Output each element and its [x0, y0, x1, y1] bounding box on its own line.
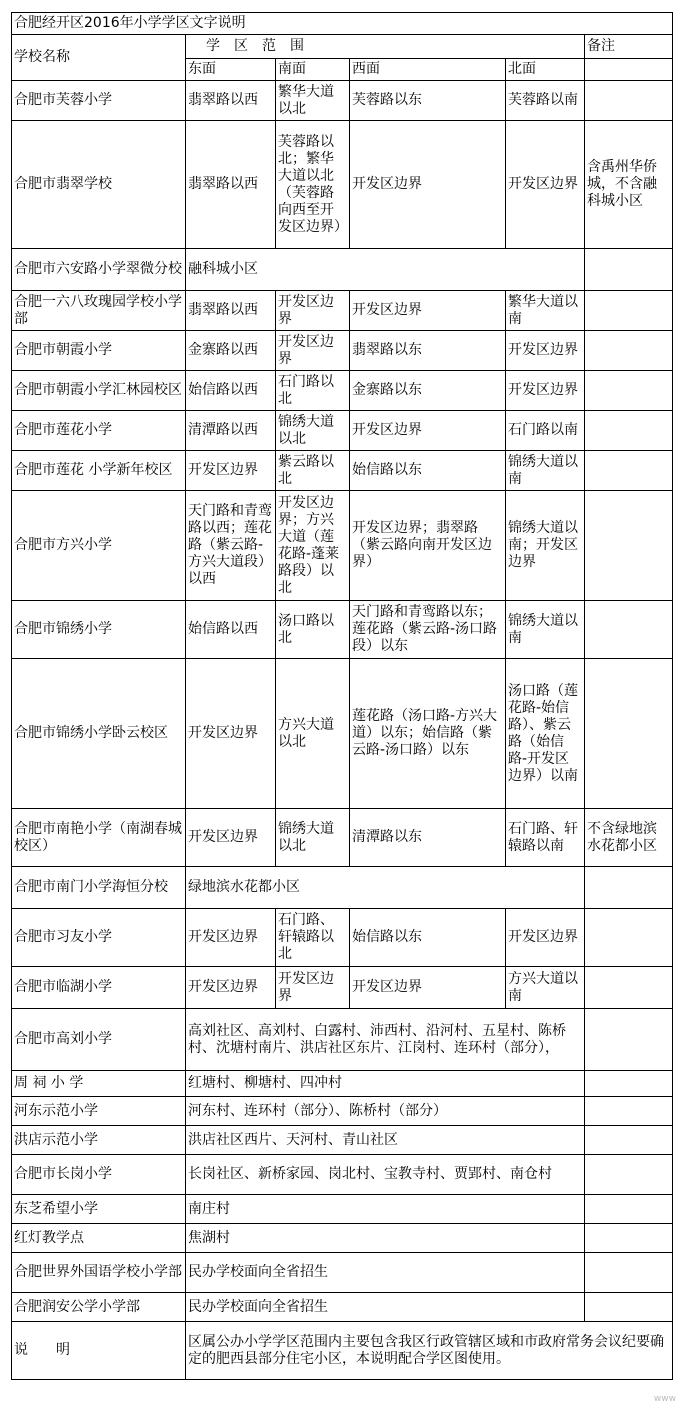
remark-cell — [585, 1195, 673, 1224]
school-name-cell: 合肥一六八玫瑰园学校小学部 — [12, 291, 186, 331]
remark-header: 备注 — [585, 35, 673, 59]
remark-cell — [585, 601, 673, 659]
west-boundary-cell: 始信路以东 — [350, 909, 506, 967]
school-name-cell: 洪店示范小学 — [12, 1126, 186, 1155]
west-boundary-cell: 开发区边界；翡翠路（紫云路向南开发区边界） — [350, 491, 506, 601]
district-scope-cell: 南庄村 — [186, 1195, 585, 1224]
district-scope-cell: 红塘村、柳塘村、四冲村 — [186, 1071, 585, 1097]
district-scope-cell: 民办学校面向全省招生 — [186, 1293, 585, 1322]
remark-cell — [585, 1126, 673, 1155]
table-row — [12, 1195, 673, 1224]
west-boundary-cell: 开发区边界 — [350, 291, 506, 331]
table-row — [12, 411, 673, 451]
south-header: 南面 — [276, 59, 350, 81]
remark-cell — [585, 331, 673, 371]
north-boundary-cell: 锦绣大道以南；开发区边界 — [506, 491, 585, 601]
district-scope-cell: 焦湖村 — [186, 1224, 585, 1253]
remark-cell — [585, 659, 673, 809]
note-label: 说 明 — [12, 1322, 186, 1380]
east-boundary-cell: 翡翠路以西 — [186, 81, 276, 121]
remark-cell — [585, 1253, 673, 1293]
school-district-table — [11, 12, 673, 1380]
south-boundary-cell: 开发区边界 — [276, 331, 350, 371]
south-boundary-cell: 方兴大道以北 — [276, 659, 350, 809]
school-name-cell: 合肥市长岗小学 — [12, 1155, 186, 1195]
west-boundary-cell: 开发区边界 — [350, 121, 506, 249]
school-name-cell: 合肥市南门小学海恒分校 — [12, 867, 186, 909]
school-name-header: 学校名称 — [12, 35, 186, 81]
school-name-cell: 合肥市芙蓉小学 — [12, 81, 186, 121]
school-name-cell: 合肥市莲花小学 — [12, 411, 186, 451]
table-row — [12, 1253, 673, 1293]
west-boundary-cell: 开发区边界 — [350, 411, 506, 451]
north-boundary-cell: 开发区边界 — [506, 331, 585, 371]
remark-cell — [585, 1155, 673, 1195]
west-boundary-cell: 翡翠路以东 — [350, 331, 506, 371]
table-row — [12, 659, 673, 809]
district-scope-cell: 民办学校面向全省招生 — [186, 1253, 585, 1293]
east-boundary-cell: 天门路和青鸾路以西；莲花路（紫云路-方兴大道段）以西 — [186, 491, 276, 601]
school-name-cell: 红灯教学点 — [12, 1224, 186, 1253]
school-name-cell: 合肥市习友小学 — [12, 909, 186, 967]
table-row — [12, 121, 673, 249]
north-boundary-cell: 锦绣大道以南 — [506, 451, 585, 491]
table-row — [12, 291, 673, 331]
remark-cell — [585, 411, 673, 451]
school-name-cell: 合肥市六安路小学翠微分校 — [12, 249, 186, 291]
table-row — [12, 967, 673, 1009]
south-boundary-cell: 石门路以北 — [276, 371, 350, 411]
school-name-cell: 东芝希望小学 — [12, 1195, 186, 1224]
south-boundary-cell: 汤口路以北 — [276, 601, 350, 659]
remark-cell — [585, 491, 673, 601]
north-boundary-cell: 繁华大道以南 — [506, 291, 585, 331]
district-scope-cell: 长岗社区、新桥家园、岗北村、宝教寺村、贾郢村、南仓村 — [186, 1155, 585, 1195]
district-scope-cell: 融科城小区 — [186, 249, 585, 291]
west-boundary-cell: 始信路以东 — [350, 451, 506, 491]
district-scope-cell: 洪店社区西片、天河村、青山社区 — [186, 1126, 585, 1155]
district-scope-cell: 绿地滨水花都小区 — [186, 867, 585, 909]
south-boundary-cell: 开发区边界 — [276, 291, 350, 331]
north-boundary-cell: 开发区边界 — [506, 121, 585, 249]
remark-cell — [585, 1224, 673, 1253]
table-row — [12, 867, 673, 909]
east-boundary-cell: 开发区边界 — [186, 909, 276, 967]
table-row — [12, 1224, 673, 1253]
table-row — [12, 809, 673, 867]
school-name-cell: 合肥市朝霞小学 — [12, 331, 186, 371]
north-boundary-cell: 芙蓉路以南 — [506, 81, 585, 121]
note-row — [12, 1322, 673, 1380]
east-boundary-cell: 始信路以西 — [186, 601, 276, 659]
south-boundary-cell: 锦绣大道以北 — [276, 809, 350, 867]
east-boundary-cell: 开发区边界 — [186, 451, 276, 491]
school-name-cell: 合肥世界外国语学校小学部 — [12, 1253, 186, 1293]
north-boundary-cell: 锦绣大道以南 — [506, 601, 585, 659]
school-name-cell: 合肥市莲花 小学新年校区 — [12, 451, 186, 491]
school-name-cell: 合肥市临湖小学 — [12, 967, 186, 1009]
north-header: 北面 — [506, 59, 585, 81]
remark-cell: 不含绿地滨水花都小区 — [585, 809, 673, 867]
south-boundary-cell: 芙蓉路以北；繁华大道以北（芙蓉路向西至开发区边界） — [276, 121, 350, 249]
remark-cell — [585, 867, 673, 909]
remark-cell — [585, 967, 673, 1009]
table-row — [12, 1155, 673, 1195]
remark-cell: 含禹州华侨城，不含融科城小区 — [585, 121, 673, 249]
south-boundary-cell: 开发区边界 — [276, 967, 350, 1009]
remark-cell — [585, 1009, 673, 1071]
north-boundary-cell: 石门路、轩辕路以南 — [506, 809, 585, 867]
table-row — [12, 249, 673, 291]
north-boundary-cell: 开发区边界 — [506, 909, 585, 967]
table-row — [12, 371, 673, 411]
east-boundary-cell: 始信路以西 — [186, 371, 276, 411]
watermark: www — [653, 1394, 676, 1404]
east-boundary-cell: 金寨路以西 — [186, 331, 276, 371]
remark-header-empty — [585, 59, 673, 81]
scope-header: 学 区 范 围 — [186, 35, 585, 59]
table-row — [12, 451, 673, 491]
table-row — [12, 1293, 673, 1322]
east-boundary-cell: 清潭路以西 — [186, 411, 276, 451]
school-name-cell: 河东示范小学 — [12, 1097, 186, 1126]
east-header: 东面 — [186, 59, 276, 81]
table-row — [12, 601, 673, 659]
table-row — [12, 909, 673, 967]
school-name-cell: 合肥市高刘小学 — [12, 1009, 186, 1071]
north-boundary-cell: 石门路以南 — [506, 411, 585, 451]
north-boundary-cell: 方兴大道以南 — [506, 967, 585, 1009]
school-name-cell: 合肥市锦绣小学 — [12, 601, 186, 659]
north-boundary-cell: 开发区边界 — [506, 371, 585, 411]
east-boundary-cell: 开发区边界 — [186, 967, 276, 1009]
school-name-cell: 合肥市锦绣小学卧云校区 — [12, 659, 186, 809]
table-row — [12, 81, 673, 121]
table-row — [12, 331, 673, 371]
remark-cell — [585, 1097, 673, 1126]
table-row — [12, 1126, 673, 1155]
remark-cell — [585, 1071, 673, 1097]
east-boundary-cell: 翡翠路以西 — [186, 291, 276, 331]
remark-cell — [585, 371, 673, 411]
west-header: 西面 — [350, 59, 506, 81]
table-row — [12, 1009, 673, 1071]
district-scope-cell: 河东村、连环村（部分）、陈桥村（部分） — [186, 1097, 585, 1126]
remark-cell — [585, 249, 673, 291]
remark-cell — [585, 291, 673, 331]
school-name-cell: 合肥市方兴小学 — [12, 491, 186, 601]
remark-cell — [585, 81, 673, 121]
school-name-cell: 周 祠 小 学 — [12, 1071, 186, 1097]
sheet-title: 合肥经开区2016年小学学区文字说明 — [12, 13, 673, 35]
school-name-cell: 合肥市翡翠学校 — [12, 121, 186, 249]
table-row — [12, 1097, 673, 1126]
south-boundary-cell: 锦绣大道以北 — [276, 411, 350, 451]
south-boundary-cell: 石门路、轩辕路以北 — [276, 909, 350, 967]
east-boundary-cell: 开发区边界 — [186, 809, 276, 867]
table-row — [12, 491, 673, 601]
remark-cell — [585, 1293, 673, 1322]
remark-cell — [585, 909, 673, 967]
school-name-cell: 合肥市南艳小学（南湖春城校区） — [12, 809, 186, 867]
west-boundary-cell: 金寨路以东 — [350, 371, 506, 411]
west-boundary-cell: 天门路和青鸾路以东；莲花路（紫云路-汤口路段）以东 — [350, 601, 506, 659]
south-boundary-cell: 开发区边界；方兴大道（莲花路-蓬莱路段）以北 — [276, 491, 350, 601]
school-name-cell: 合肥市朝霞小学汇林园校区 — [12, 371, 186, 411]
south-boundary-cell: 紫云路以北 — [276, 451, 350, 491]
west-boundary-cell: 清潭路以东 — [350, 809, 506, 867]
note-text: 区属公办小学学区范围内主要包含我区行政管辖区域和市政府常务会议纪要确定的肥西县部分住宅小区，本说明配合学区图使用。 — [186, 1322, 673, 1380]
school-name-cell: 合肥润安公学小学部 — [12, 1293, 186, 1322]
remark-cell — [585, 451, 673, 491]
east-boundary-cell: 翡翠路以西 — [186, 121, 276, 249]
table-row — [12, 1071, 673, 1097]
south-boundary-cell: 繁华大道以北 — [276, 81, 350, 121]
east-boundary-cell: 开发区边界 — [186, 659, 276, 809]
west-boundary-cell: 芙蓉路以东 — [350, 81, 506, 121]
district-scope-cell: 高刘社区、高刘村、白露村、沛西村、沿河村、五星村、陈桥村、沈塘村南片、洪店社区东片、江岗村、连环村（部分）， — [186, 1009, 585, 1071]
west-boundary-cell: 开发区边界 — [350, 967, 506, 1009]
north-boundary-cell: 汤口路（莲花路-始信路）、紫云路（始信路-开发区边界）以南 — [506, 659, 585, 809]
west-boundary-cell: 莲花路（汤口路-方兴大道）以东；始信路（紫云路-汤口路）以东 — [350, 659, 506, 809]
